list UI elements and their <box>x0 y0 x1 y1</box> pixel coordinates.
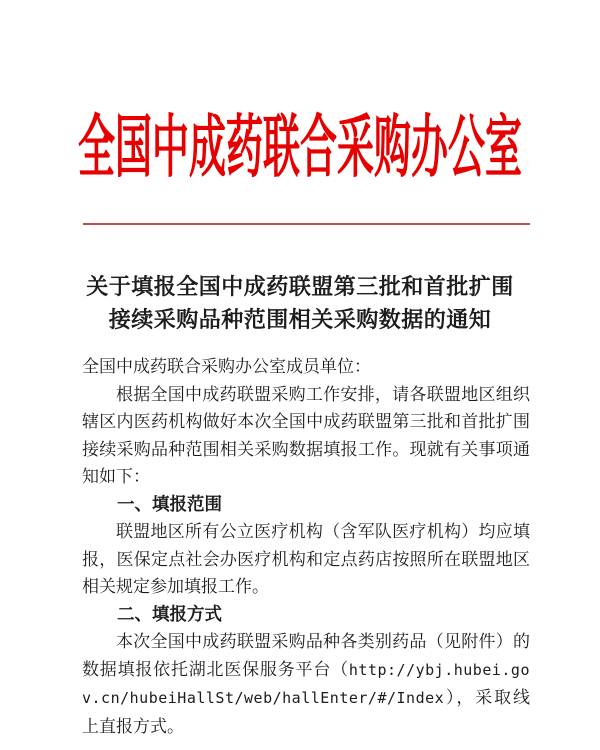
section-2-body-prefix: 本次全国中成药联盟采购品种各类别药品（见附件）的数据填报依托湖北医保服务平台（ <box>82 632 530 679</box>
section-2-body-suffix: ），采取线上直报方式。 <box>82 688 530 736</box>
salutation: 全国中成药联合采购办公室成员单位： <box>82 357 371 376</box>
section-1-heading: 一、填报范围 <box>117 493 222 514</box>
letterhead-org-title: 全国中成药联合采购办公室 <box>78 111 522 188</box>
document-title-line1: 关于填报全国中成药联盟第三批和首批扩围 <box>86 274 514 299</box>
document-title <box>0 270 600 336</box>
section-2-heading: 二、填报方式 <box>117 603 222 624</box>
document-body <box>82 353 530 740</box>
document-title-line2: 接续采购品种范围相关采购数据的通知 <box>108 307 492 332</box>
section-2-body <box>82 628 530 740</box>
intro-paragraph: 根据全国中成药联盟采购工作安排，请各联盟地区组织辖区内医药机构做好本次全国中成药联盟第三批和首批扩围接续采购品种范围相关采购数据填报工作。现就有关事项通知如下： <box>82 384 530 486</box>
red-divider-line <box>83 223 530 225</box>
letterhead <box>0 103 600 188</box>
section-1-body: 联盟地区所有公立医疗机构（含军队医疗机构）均应填报，医保定点社会办医疗机构和定点药店按照所在联盟地区相关规定参加填报工作。 <box>82 522 530 596</box>
platform-url: http://ybj.hubei.gov.cn/hubeiHallSt/web/hallEnter/#/Index <box>82 660 530 707</box>
